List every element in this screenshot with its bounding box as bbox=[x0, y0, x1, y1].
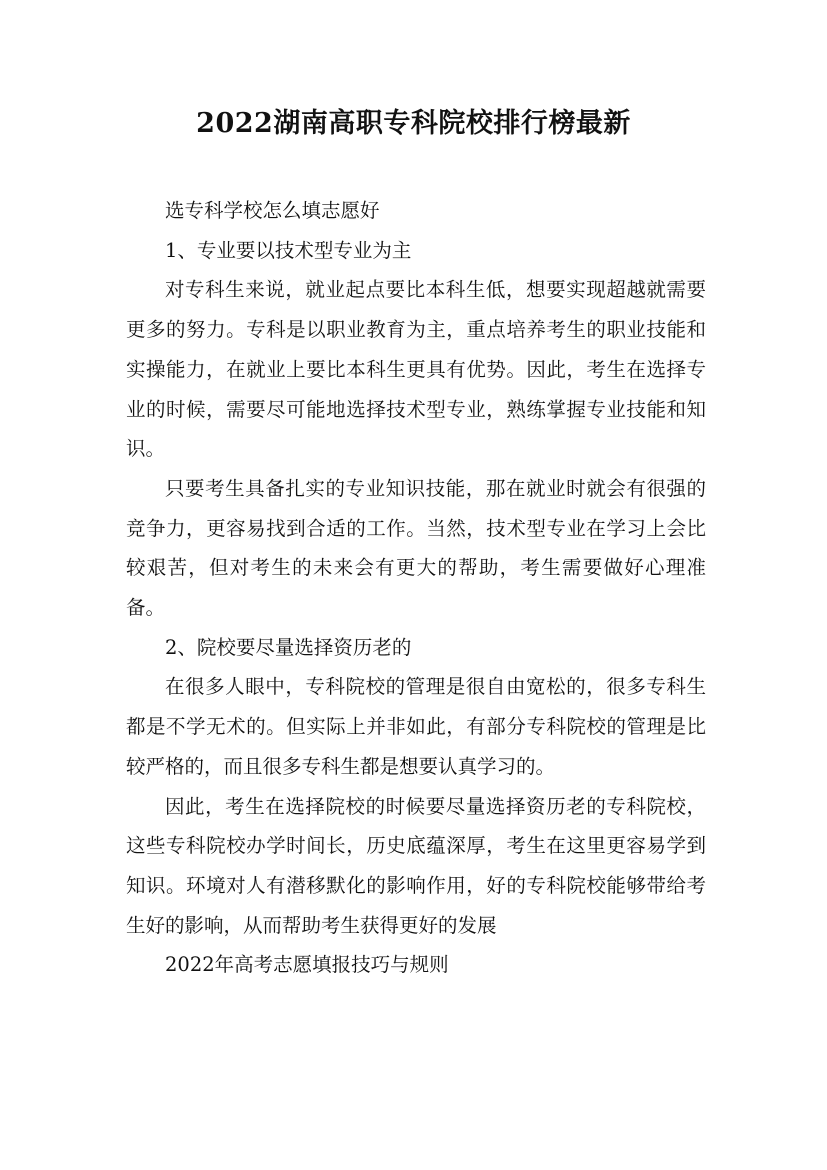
paragraph: 只要考生具备扎实的专业知识技能，那在就业时就会有很强的竞争力，更容易找到合适的工作。当然，技术型专业在学习上会比较艰苦，但对考生的未来会有更大的帮助，考生需要做好心理准备。 bbox=[126, 476, 706, 620]
paragraph-heading: 2022年高考志愿填报技巧与规则 bbox=[165, 953, 449, 977]
paragraph-subheading-1: 1、专业要以技术型专业为主 bbox=[165, 238, 412, 262]
document-body bbox=[126, 191, 706, 985]
paragraph-subheading-2: 2、院校要尽量选择资历老的 bbox=[165, 635, 412, 659]
paragraph: 对专科生来说，就业起点要比本科生低，想要实现超越就需要更多的努力。专科是以职业教育为主，重点培养考生的职业技能和实操能力，在就业上要比本科生更具有优势。因此，考生在选择专业的时候，需要尽可能地选择技术型专业，熟练掌握专业技能和知识。 bbox=[126, 278, 706, 461]
document-title: 2022湖南高职专科院校排行榜最新 bbox=[196, 108, 631, 139]
paragraph: 在很多人眼中，专科院校的管理是很自由宽松的，很多专科生都是不学无术的。但实际上并非如此，有部分专科院校的管理是比较严格的，而且很多专科生都是想要认真学习的。 bbox=[126, 675, 706, 778]
paragraph: 因此，考生在选择院校的时候要尽量选择资历老的专科院校，这些专科院校办学时间长，历史底蕴深厚，考生在这里更容易学到知识。环境对人有潜移默化的影响作用，好的专科院校能够带给考生好的影响，从而帮助考生获得更好的发展 bbox=[126, 794, 706, 937]
paragraph-heading: 选专科学校怎么填志愿好 bbox=[165, 199, 380, 222]
